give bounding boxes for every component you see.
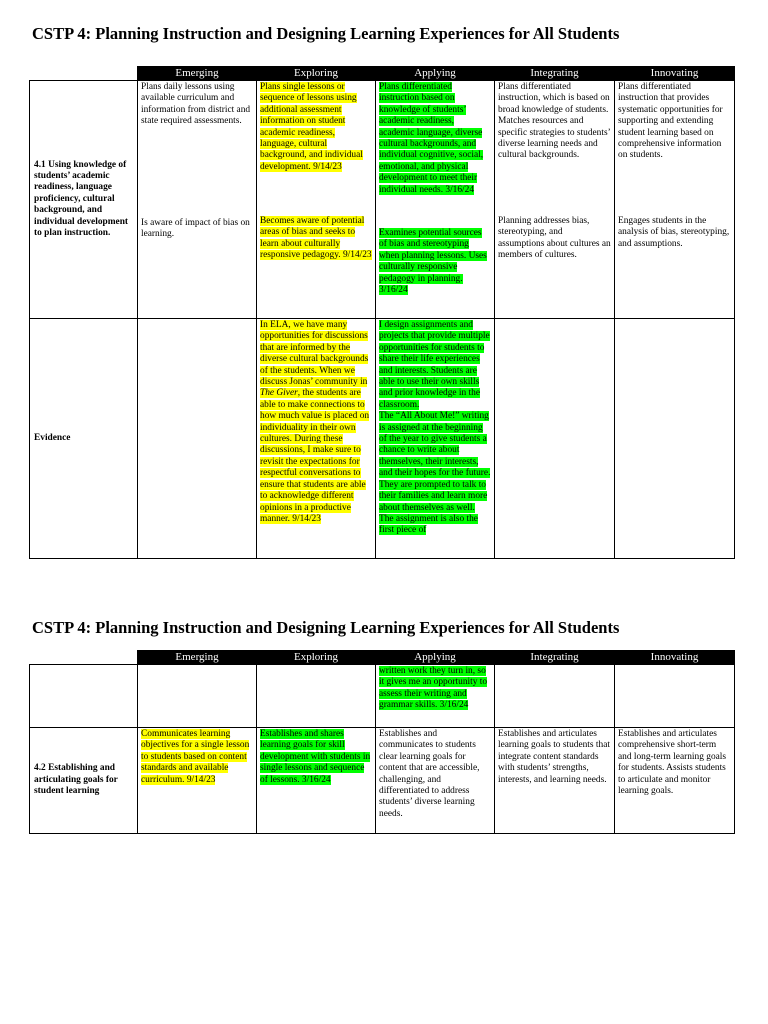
cell-cont-label <box>30 665 138 728</box>
cell-4-1-exploring <box>257 81 376 319</box>
cell-4-1-emerging <box>138 81 257 319</box>
page-title-2: CSTP 4: Planning Instruction and Designing Learning Experiences for All Students <box>32 618 620 637</box>
element-4-2-label: 4.2 Establishing and articulating goals for student learning <box>30 728 138 834</box>
header-applying: Applying <box>376 67 495 81</box>
header-exploring: Exploring <box>257 67 376 81</box>
cell-4-1-integrating <box>495 81 615 319</box>
innovating-text-b: Engages students in the analysis of bias, stereotyping, and assumptions. <box>618 216 730 249</box>
header-row-2 <box>30 651 735 665</box>
table-row-4-1 <box>30 81 735 319</box>
exploring-4-2-text: Establishes and shares learning goals for skill development with students in single lessons and sequence of lessons. 3/16/24 <box>260 729 371 785</box>
page-title: CSTP 4: Planning Instruction and Designing Learning Experiences for All Students <box>32 24 620 43</box>
cell-cont-integrating <box>495 665 615 728</box>
table-row-evidence <box>30 319 735 559</box>
header-innovating: Innovating <box>615 67 735 81</box>
emerging-text-a: Plans daily lessons using available curriculum and information from district and state required assessments. <box>141 82 251 127</box>
evidence-applying-text-a: I design assignments and projects that provide multiple opportunities for students to share their life experiences and interests. Students are able to use their own skills and prior knowledge in the classroom. <box>379 320 490 410</box>
cell-cont-exploring <box>257 665 376 728</box>
cell-4-2-integrating <box>495 728 615 834</box>
header-integrating: Integrating <box>495 67 615 81</box>
header-blank <box>30 67 138 81</box>
header-innovating-2: Innovating <box>615 651 735 665</box>
cell-evidence-applying <box>376 319 495 559</box>
applying-text-a: Plans differentiated instruction based on knowledge of students’ academic readiness, academic language, diverse cultural backgrounds, and individual cognitive, social, emotional, and physical development to meet their individual needs. 3/16/24 <box>379 82 484 195</box>
header-applying-2: Applying <box>376 651 495 665</box>
header-exploring-2: Exploring <box>257 651 376 665</box>
book-title: The Giver <box>260 388 298 399</box>
header-row <box>30 67 735 81</box>
cell-cont-emerging <box>138 665 257 728</box>
evidence-label: Evidence <box>30 319 138 559</box>
applying-text-b: Examines potential sources of bias and stereotyping when planning lessons. Uses culturally responsive pedagogy in planning. 3/16/24 <box>379 228 487 296</box>
cell-4-2-applying <box>376 728 495 834</box>
emerging-4-2-text: Communicates learning objectives for a single lesson to students based on content standards and available curriculum. 9/14/23 <box>141 729 250 785</box>
table-row-4-2 <box>30 728 735 834</box>
applying-4-2-text: Establishes and communicates to students clear learning goals for content that are accessible, challenging, and differentiated to address students’ diverse learning needs. <box>379 729 480 819</box>
evidence-applying-text-b: The “All About Me!” writing is assigned at the beginning of the year to give students a chance to write about themselves, their interests, and their hopes for the future. They are prompted to talk to their families and learn more about themselves as well. The assignment is also the first piece of <box>379 411 491 536</box>
exploring-text-b: Becomes aware of potential areas of bias and seeks to learn about culturally responsive pedagogy. 9/14/23 <box>260 216 372 261</box>
cell-cont-applying <box>376 665 495 728</box>
evidence-applying-continued: written work they turn in, so it gives me an opportunity to assess their writing and grammar skills. 3/16/24 <box>379 666 488 711</box>
cell-4-1-applying <box>376 81 495 319</box>
table-row-continued <box>30 665 735 728</box>
cell-cont-innovating <box>615 665 735 728</box>
cell-4-2-innovating <box>615 728 735 834</box>
cell-evidence-innovating <box>615 319 735 559</box>
cell-evidence-exploring <box>257 319 376 559</box>
integrating-text-a: Plans differentiated instruction, which is based on broad knowledge of students. Matches resources and specific strategies to students’ diverse learning needs and cultural backgrounds. <box>498 82 611 161</box>
cell-4-1-innovating <box>615 81 735 319</box>
innovating-text-a: Plans differentiated instruction that provides systematic opportunities for supporting and extending student learning based on comprehensive information on students. <box>618 82 723 161</box>
element-4-1-label: 4.1 Using knowledge of students’ academic readiness, language proficiency, cultural background, and individual development to plan instruction. <box>30 81 138 319</box>
integrating-text-b: Planning addresses bias, stereotyping, and assumptions about cultures an members of cultures. <box>498 216 611 261</box>
rubric-table-cstp4-page2 <box>29 650 735 834</box>
exploring-text-a: Plans single lessons or sequence of lessons using additional assessment information on student academic readiness, language, cultural background, and individual development. 9/14/23 <box>260 82 363 172</box>
rubric-table-cstp4-page1 <box>29 66 735 559</box>
emerging-text-b: Is aware of impact of bias on learning. <box>141 217 250 240</box>
header-emerging: Emerging <box>138 67 257 81</box>
cell-4-2-emerging <box>138 728 257 834</box>
cell-4-2-exploring <box>257 728 376 834</box>
evidence-exploring-text: In ELA, we have many opportunities for discussions that are informed by the diverse cultural backgrounds of the students. When we discuss Jonas’ community in The Giver, the students are able to make connections to how much value is placed on individuality in their own cultures. During these discussions, I make sure to revisit the expectations for respectful conversations to ensure that students are able to acknowledge different opinions in a productive manner. 9/14/23 <box>260 320 370 524</box>
cell-evidence-integrating <box>495 319 615 559</box>
cell-evidence-emerging <box>138 319 257 559</box>
header-integrating-2: Integrating <box>495 651 615 665</box>
header-emerging-2: Emerging <box>138 651 257 665</box>
integrating-4-2-text: Establishes and articulates learning goals to students that integrate content standards with students’ strengths, interests, and learning needs. <box>498 729 610 785</box>
header-blank-2 <box>30 651 138 665</box>
innovating-4-2-text: Establishes and articulates comprehensive short-term and long-term learning goals for students. Assists students to articulate and monitor learning goals. <box>618 729 727 797</box>
